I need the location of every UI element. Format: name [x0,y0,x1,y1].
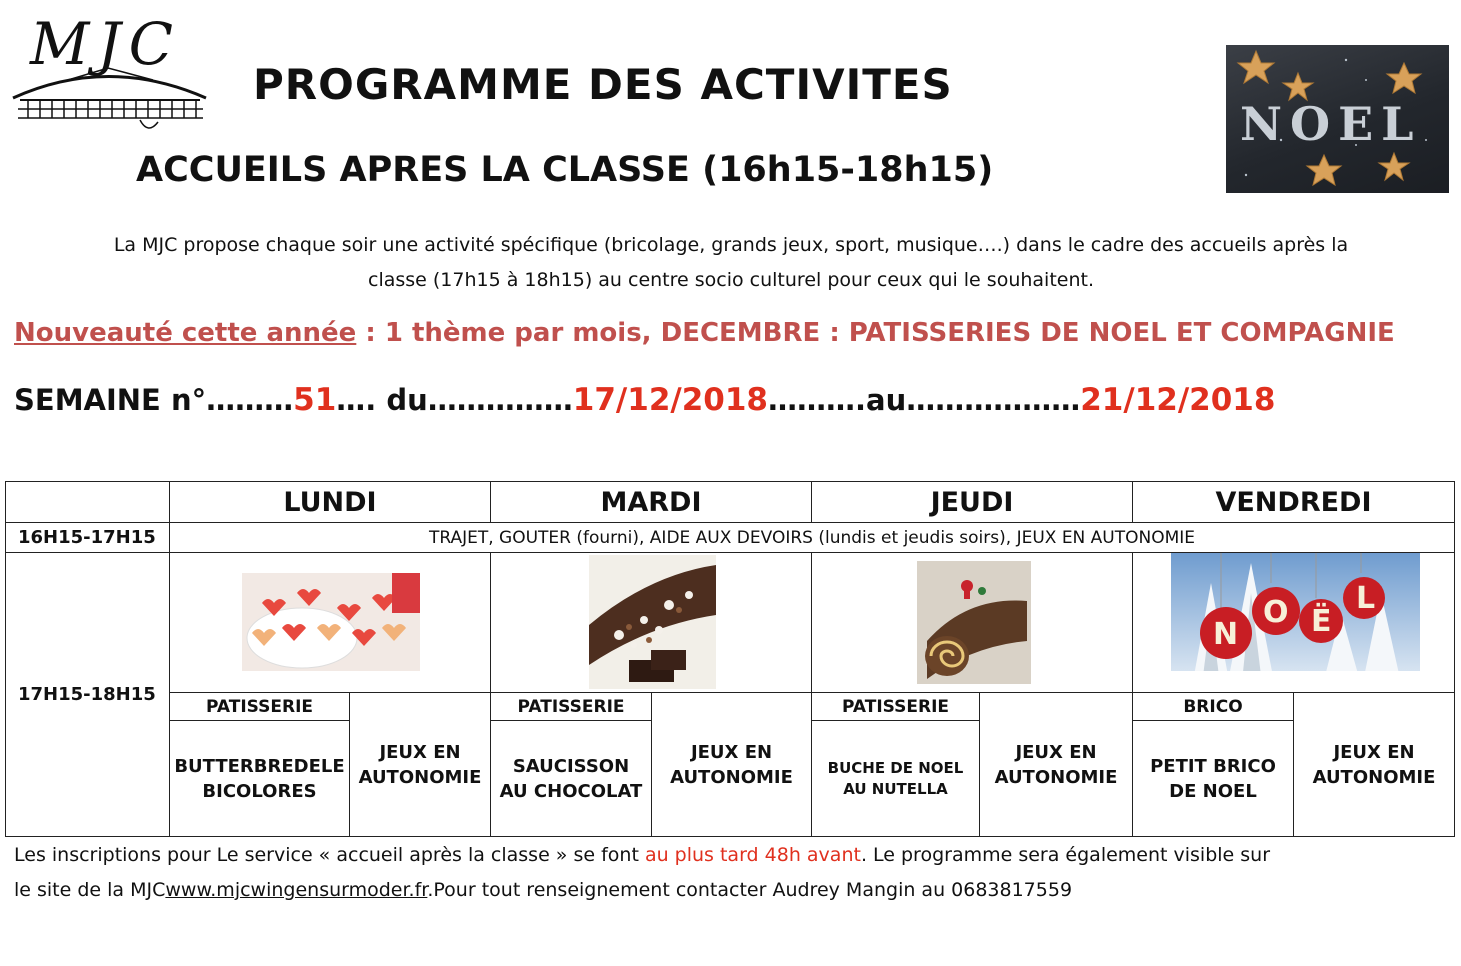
theme-announcement [14,318,1395,348]
day-header-lundi: LUNDI [283,486,377,518]
alt-activity-vendredi-line1: JEUX EN [1333,741,1415,763]
activity-type-vendredi: BRICO [1183,696,1243,717]
alt-activity-jeudi-line1: JEUX EN [1015,741,1097,763]
activity-name-jeudi-line2: AU NUTELLA [843,779,948,798]
chocolate-log-icon [589,555,716,689]
theme-label: Nouveauté cette année [14,318,357,348]
theme-text: : 1 thème par mois, DECEMBRE : PATISSERIES DE NOEL ET COMPAGNIE [356,318,1395,348]
activity-name-mardi [491,721,651,836]
activity-name-vendredi [1133,721,1293,836]
footer-text-3: le site de la MJC [14,879,166,901]
week-prefix: SEMAINE n°……… [14,383,294,417]
time-slot-1: 16H15-17H15 [18,527,156,548]
buche-de-noel-photo [917,561,1031,684]
activity-name-mardi-line1: SAUCISSON [512,755,630,777]
alt-activity-mardi-line1: JEUX EN [690,741,773,763]
footer-text-2: . Le programme sera également visible sur [860,844,1271,866]
footer-deadline: au plus tard 48h avant [644,844,861,866]
alt-activity-mardi [652,693,811,836]
bauble-letter-l: L [1356,581,1376,616]
week-line [14,382,1275,418]
activity-name-lundi [170,721,349,836]
saucisson-chocolat-photo [589,555,716,689]
intro-paragraph [14,228,1448,298]
day-header-jeudi: JEUDI [930,486,1014,518]
yule-log-icon [917,561,1031,684]
noel-baubles-photo [1171,553,1420,692]
activity-name-lundi-line2: BICOLORES [202,780,317,802]
alt-activity-vendredi-line2: AUTONOMIE [1312,766,1436,788]
week-start-date: 17/12/2018 [572,382,768,418]
website-link[interactable]: www.mjcwingensurmoder.fr [165,879,428,901]
activity-type-lundi: PATISSERIE [205,696,314,717]
christmas-baubles-icon [1171,553,1420,692]
activity-type-jeudi: PATISSERIE [841,696,950,717]
week-mid-1: …. du…………… [336,383,573,417]
footer-line-1 [14,838,1448,873]
intro-line-2: classe (17h15 à 18h15) au centre socio culturel pour ceux qui le souhaitent. [368,269,1094,291]
activity-name-vendredi-line1: PETIT BRICO [1150,755,1276,777]
footer-text-4: .Pour tout renseignement contacter Audrey Mangin au 0683817559 [427,879,1073,901]
bauble-letter-n: N [1213,617,1239,652]
schedule-table [5,481,1455,837]
day-header-vendredi: VENDREDI [1215,486,1372,518]
activity-name-mardi-line2: AU CHOCOLAT [499,780,643,802]
footer-info [14,838,1448,908]
mjc-logo [8,10,213,130]
noel-photo-text: NOEL [1240,97,1422,151]
alt-activity-lundi [350,693,490,836]
week-number: 51 [293,382,337,418]
footer-line-2 [14,873,1448,908]
page-subtitle: ACCUEILS APRES LA CLASSE (16h15-18h15) [136,150,994,190]
building-icon [8,60,213,135]
page-title: PROGRAMME DES ACTIVITES [253,60,953,109]
footer-text-1: Les inscriptions pour Le service « accueil après la classe » se font [14,844,645,866]
alt-activity-mardi-line2: AUTONOMIE [670,766,793,788]
bauble-letter-e: Ë [1311,604,1332,639]
star-cookies-icon [1226,45,1449,193]
week-end-date: 21/12/2018 [1080,382,1276,418]
butterbredele-photo [242,573,420,671]
heart-cookies-icon [242,573,420,671]
activity-name-vendredi-line2: DE NOEL [1169,780,1257,802]
logo-text: MJC [30,10,182,78]
alt-activity-jeudi [980,693,1132,836]
alt-activity-jeudi-line2: AUTONOMIE [994,766,1118,788]
alt-activity-vendredi [1294,693,1454,836]
week-mid-2: ……….au……………… [768,383,1081,417]
bauble-letter-o: O [1263,595,1289,630]
activity-name-jeudi-line1: BUCHE DE NOEL [827,758,964,777]
alt-activity-lundi-line2: AUTONOMIE [358,766,482,788]
alt-activity-lundi-line1: JEUX EN [379,741,461,763]
noel-cookies-photo [1226,45,1449,193]
activity-type-mardi: PATISSERIE [517,696,625,717]
activity-name-lundi-line1: BUTTERBREDELE [174,755,345,777]
activity-name-jeudi [812,721,979,836]
day-header-mardi: MARDI [600,486,702,518]
intro-line-1: La MJC propose chaque soir une activité spécifique (bricolage, grands jeux, sport, musique….) dans le cadre des accueils après la [113,234,1349,256]
slot-1-activities: TRAJET, GOUTER (fourni), AIDE AUX DEVOIRS (lundis et jeudis soirs), JEUX EN AUTONOMIE [428,527,1196,548]
time-slot-2: 17H15-18H15 [18,684,156,705]
